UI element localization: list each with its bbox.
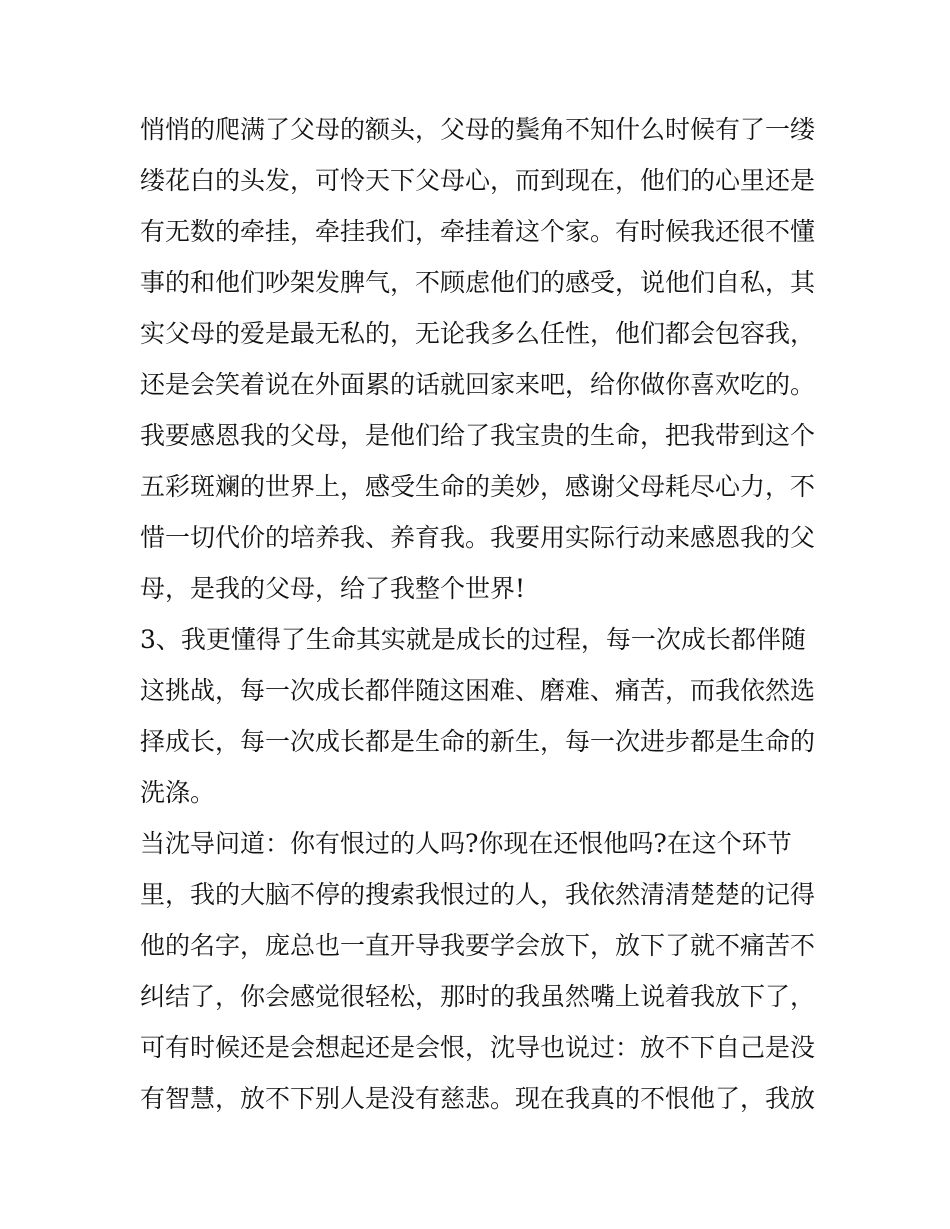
text-line: 洗涤。 (140, 778, 216, 807)
text-line: 母，是我的父母，给了我整个世界! (140, 574, 526, 603)
text-line: 这挑战，每一次成长都伴随这困难、磨难、痛苦，而我依然选 (140, 676, 816, 705)
text-line: 里，我的大脑不停的搜索我恨过的人，我依然清清楚楚的记得 (140, 880, 816, 909)
text-line: 当沈导问道：你有恨过的人吗?你现在还恨他吗?在这个环节 (140, 829, 792, 858)
text-line: 有智慧，放不下别人是没有慈悲。现在我真的不恨他了，我放 (140, 1084, 816, 1113)
text-line: 有无数的牵挂，牵挂我们，牵挂着这个家。有时候我还很不懂 (140, 217, 816, 246)
text-line: 实父母的爱是最无私的，无论我多么任性，他们都会包容我， (140, 319, 816, 348)
text-line: 事的和他们吵架发脾气，不顾虑他们的感受，说他们自私，其 (140, 268, 816, 297)
text-line: 我要感恩我的父母，是他们给了我宝贵的生命，把我带到这个 (140, 421, 816, 450)
text-line: 五彩斑斓的世界上，感受生命的美妙，感谢父母耗尽心力，不 (140, 472, 816, 501)
text-line: 他的名字，庞总也一直开导我要学会放下，放下了就不痛苦不 (140, 931, 816, 960)
text-line: 3、我更懂得了生命其实就是成长的过程，每一次成长都伴随 (140, 625, 806, 654)
text-line: 择成长，每一次成长都是生命的新生，每一次进步都是生命的 (140, 727, 816, 756)
text-line: 悄悄的爬满了父母的额头，父母的鬓角不知什么时候有了一缕 (140, 115, 816, 144)
text-line: 惜一切代价的培养我、养育我。我要用实际行动来感恩我的父 (140, 523, 816, 552)
body-text (140, 104, 820, 1124)
text-line: 纠结了，你会感觉很轻松，那时的我虽然嘴上说着我放下了， (140, 982, 816, 1011)
text-line: 缕花白的头发，可怜天下父母心，而到现在，他们的心里还是 (140, 166, 816, 195)
text-line: 可有时候还是会想起还是会恨，沈导也说过：放不下自己是没 (140, 1033, 816, 1062)
text-line: 还是会笑着说在外面累的话就回家来吧，给你做你喜欢吃的。 (140, 370, 816, 399)
